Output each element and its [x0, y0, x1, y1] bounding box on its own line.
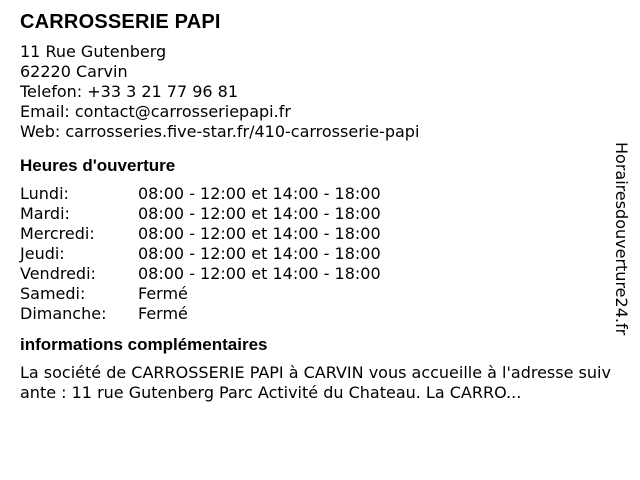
day-hours: 08:00 - 12:00 et 14:00 - 18:00: [138, 204, 381, 223]
postal-city: 62220 Carvin: [20, 62, 128, 81]
hours-table: [20, 184, 620, 324]
phone-line[interactable]: Telefon: +33 3 21 77 96 81: [20, 82, 239, 101]
day-label: Mardi:: [20, 204, 70, 223]
day-label: Vendredi:: [20, 264, 96, 283]
hours-row-vendredi: [20, 264, 620, 284]
day-label: Lundi:: [20, 184, 69, 203]
day-hours: 08:00 - 12:00 et 14:00 - 18:00: [138, 264, 381, 283]
day-hours: 08:00 - 12:00 et 14:00 - 18:00: [138, 184, 381, 203]
site-watermark: Horairesdouverture24.fr: [612, 142, 631, 336]
hours-row-lundi: [20, 184, 620, 204]
hours-row-samedi: [20, 284, 620, 304]
hours-row-mardi: [20, 204, 620, 224]
day-hours: 08:00 - 12:00 et 14:00 - 18:00: [138, 224, 381, 243]
hours-heading: Heures d'ouverture: [20, 156, 176, 175]
day-label: Jeudi:: [20, 244, 65, 263]
hours-row-mercredi: [20, 224, 620, 244]
hours-row-jeudi: [20, 244, 620, 264]
day-hours: Fermé: [138, 284, 188, 303]
business-card: [20, 10, 620, 403]
web-line[interactable]: Web: carrosseries.five-star.fr/410-carrosserie-papi: [20, 122, 420, 141]
email-line[interactable]: Email: contact@carrosseriepapi.fr: [20, 102, 291, 121]
business-name: CARROSSERIE PAPI: [20, 11, 221, 33]
watermark-container: [610, 134, 632, 344]
info-description: La société de CARROSSERIE PAPI à CARVIN vous accueille à l'adresse suivante : 11 rue Gutenberg Parc Activité du Chateau. La CARRO...: [20, 363, 611, 402]
hours-row-dimanche: [20, 304, 620, 324]
address-block: [20, 42, 620, 142]
day-label: Mercredi:: [20, 224, 95, 243]
day-hours: 08:00 - 12:00 et 14:00 - 18:00: [138, 244, 381, 263]
day-label: Samedi:: [20, 284, 86, 303]
day-hours: Fermé: [138, 304, 188, 323]
day-label: Dimanche:: [20, 304, 107, 323]
info-heading: informations complémentaires: [20, 335, 268, 354]
street-address: 11 Rue Gutenberg: [20, 42, 167, 61]
